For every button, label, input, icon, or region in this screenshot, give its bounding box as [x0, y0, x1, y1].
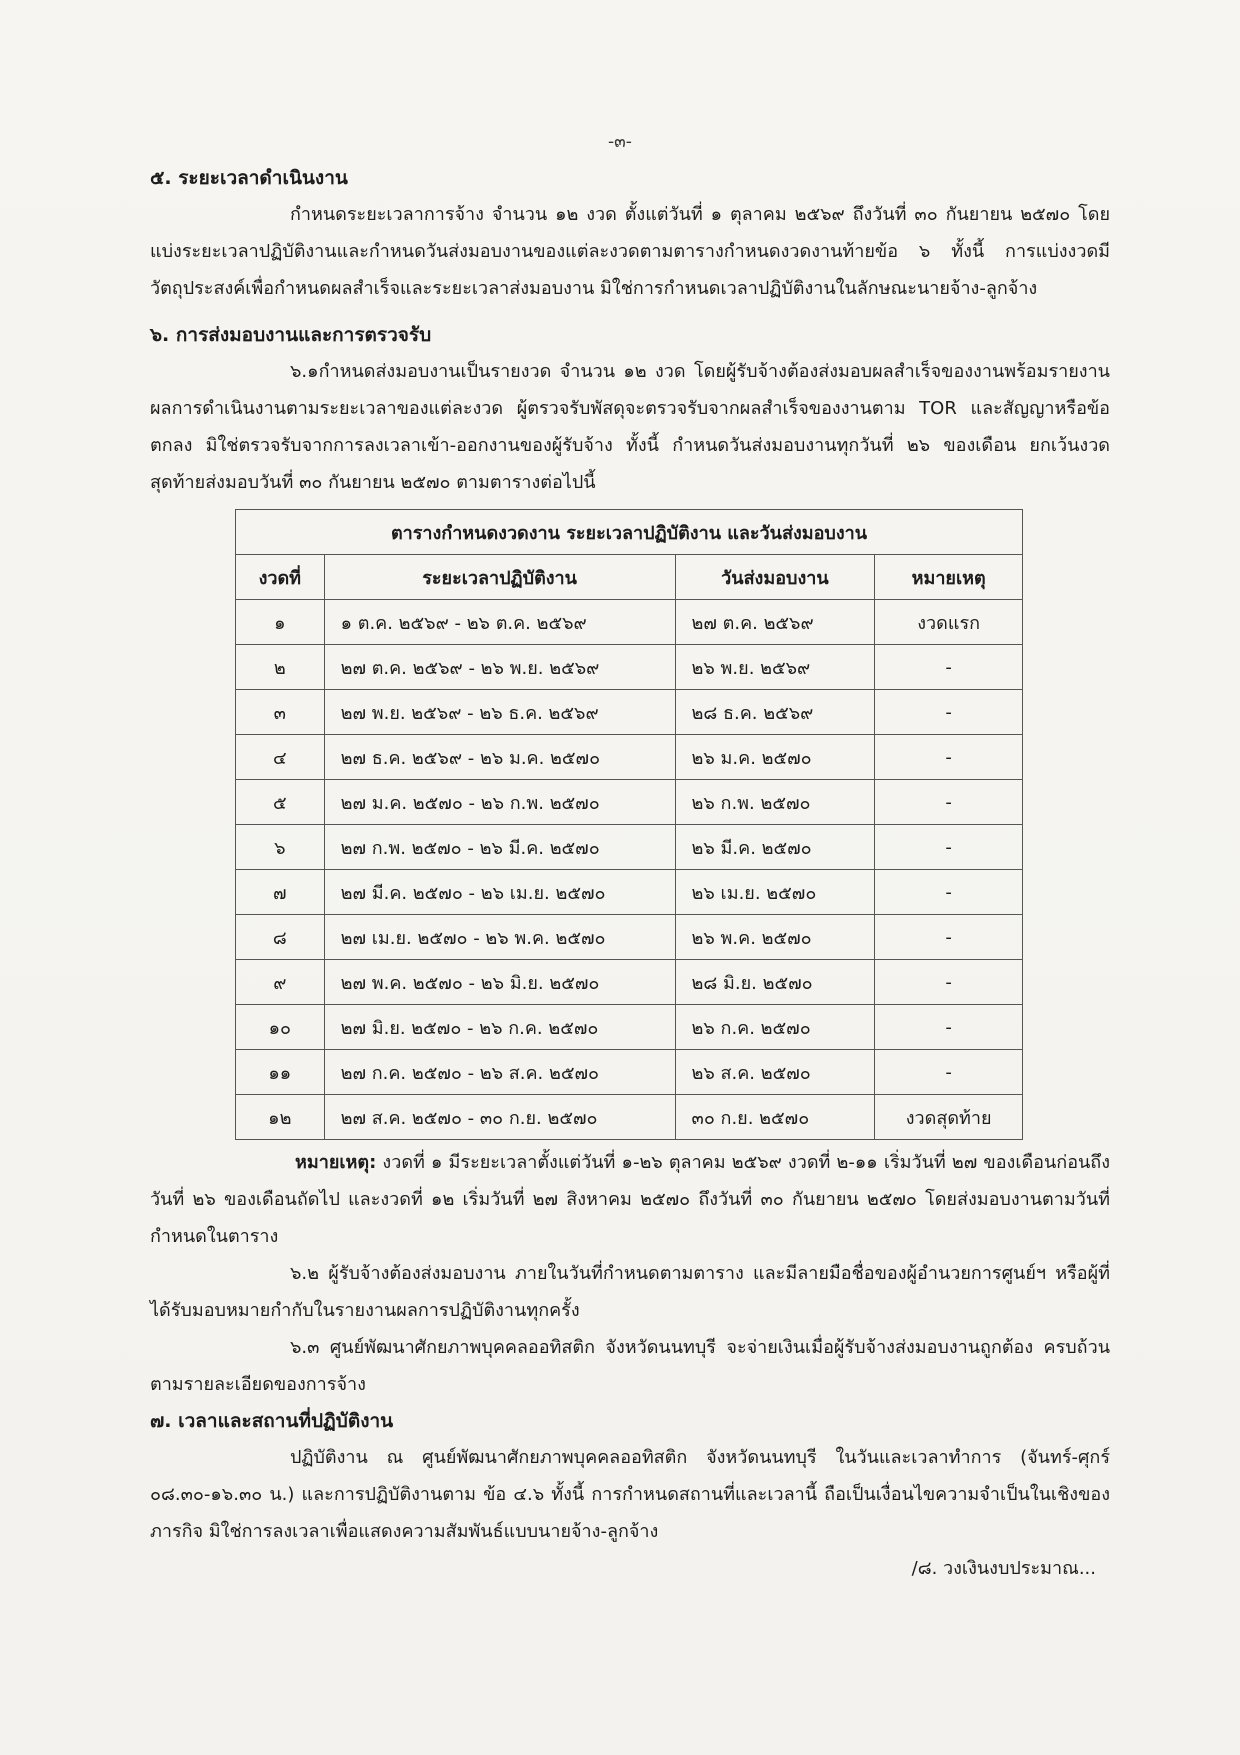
cell-work-period: ๒๗ มิ.ย. ๒๕๗๐ - ๒๖ ก.ค. ๒๕๗๐	[324, 1005, 675, 1050]
cell-delivery-date: ๒๘ ธ.ค. ๒๕๖๙	[675, 690, 875, 735]
cell-work-period: ๒๗ เม.ย. ๒๕๗๐ - ๒๖ พ.ค. ๒๕๗๐	[324, 915, 675, 960]
section6-paragraph-3: ๖.๓ ศูนย์พัฒนาศักยภาพบุคคลออทิสติก จังหวัดนนทบุรี จะจ่ายเงินเมื่อผู้รับจ้างส่งมอบงานถูกต้อง ครบถ้วน ตามรายละเอียดของการจ้าง	[150, 1337, 1110, 1395]
cell-delivery-date: ๒๖ พ.ค. ๒๕๗๐	[675, 915, 875, 960]
page-number: -๓-	[608, 132, 632, 152]
schedule-table-row	[236, 915, 1023, 960]
header-delivery-date: วันส่งมอบงาน	[675, 555, 875, 600]
cell-installment: ๖	[236, 825, 325, 870]
cell-delivery-date: ๒๖ ก.พ. ๒๕๗๐	[675, 780, 875, 825]
cell-work-period: ๒๗ มี.ค. ๒๕๗๐ - ๒๖ เม.ย. ๒๕๗๐	[324, 870, 675, 915]
schedule-table-row	[236, 600, 1023, 645]
cell-delivery-date: ๒๖ ก.ค. ๒๕๗๐	[675, 1005, 875, 1050]
section6-heading: ๖. การส่งมอบงานและการตรวจรับ	[150, 324, 432, 346]
schedule-table-row	[236, 825, 1023, 870]
cell-work-period: ๒๗ ธ.ค. ๒๕๖๙ - ๒๖ ม.ค. ๒๕๗๐	[324, 735, 675, 780]
cell-installment: ๗	[236, 870, 325, 915]
cell-installment: ๑๐	[236, 1005, 325, 1050]
cell-work-period: ๒๗ ก.พ. ๒๕๗๐ - ๒๖ มี.ค. ๒๕๗๐	[324, 825, 675, 870]
cell-remark: งวดแรก	[875, 600, 1023, 645]
cell-installment: ๙	[236, 960, 325, 1005]
cell-remark: -	[875, 1005, 1023, 1050]
schedule-table-row	[236, 1050, 1023, 1095]
cell-work-period: ๒๗ ก.ค. ๒๕๗๐ - ๒๖ ส.ค. ๒๕๗๐	[324, 1050, 675, 1095]
cell-delivery-date: ๒๘ มิ.ย. ๒๕๗๐	[675, 960, 875, 1005]
note-text: งวดที่ ๑ มีระยะเวลาตั้งแต่วันที่ ๑-๒๖ ตุลาคม ๒๕๖๙ งวดที่ ๒-๑๑ เริ่มวันที่ ๒๗ ของเดือนก่อนถึงวันที่ ๒๖ ของเดือนถัดไป และงวดที่ ๑๒ เริ่มวันที่ ๒๗ สิงหาคม ๒๕๗๐ ถึงวันที่ ๓๐ กันยายน ๒๕๗๐ โดยส่งมอบงานตามวันที่กำหนดในตาราง	[150, 1152, 1111, 1247]
section6-paragraph-2: ๖.๒ ผู้รับจ้างต้องส่งมอบงาน ภายในวันที่กำหนดตามตาราง และมีลายมือชื่อของผู้อำนวยการศูนย์ฯ หรือผู้ที่ได้รับมอบหมายกำกับในรายงานผลการปฏิบัติงานทุกครั้ง	[150, 1263, 1110, 1321]
schedule-table-row	[236, 1005, 1023, 1050]
schedule-table-row	[236, 735, 1023, 780]
schedule-table-header-row	[236, 555, 1023, 600]
section5-body: กำหนดระยะเวลาการจ้าง จำนวน ๑๒ งวด ตั้งแต่วันที่ ๑ ตุลาคม ๒๕๖๙ ถึงวันที่ ๓๐ กันยายน ๒๕๗๐ โดยแบ่งระยะเวลาปฏิบัติงานและกำหนดวันส่งมอบงานของแต่ละงวดตามตารางกำหนดงวดงานท้ายข้อ ๖ ทั้งนี้ การแบ่งงวดมีวัตถุประสงค์เพื่อกำหนดผลสำเร็จและระยะเวลาส่งมอบงาน มิใช่การกำหนดเวลาปฏิบัติงานในลักษณะนายจ้าง-ลูกจ้าง	[150, 204, 1110, 299]
section6-note	[150, 1144, 1110, 1255]
header-remark: หมายเหตุ	[875, 555, 1023, 600]
cell-remark: -	[875, 870, 1023, 915]
schedule-table-row	[236, 870, 1023, 915]
cell-installment: ๑๒	[236, 1095, 325, 1140]
section6-paragraph-1: ๖.๑กำหนดส่งมอบงานเป็นรายงวด จำนวน ๑๒ งวด โดยผู้รับจ้างต้องส่งมอบผลสำเร็จของงานพร้อมรายงานผลการดำเนินงานตามระยะเวลาของแต่ละงวด ผู้ตรวจรับพัสดุจะตรวจรับจากผลสำเร็จของงานตาม TOR และสัญญาหรือข้อตกลง มิใช่ตรวจรับจากการลงเวลาเข้า-ออกงานของผู้รับจ้าง ทั้งนี้ กำหนดวันส่งมอบงานทุกวันที่ ๒๖ ของเดือน ยกเว้นงวดสุดท้ายส่งมอบวันที่ ๓๐ กันยายน ๒๕๗๐ ตามตารางต่อไปนี้	[150, 361, 1110, 493]
header-installment: งวดที่	[236, 555, 325, 600]
header-work-period: ระยะเวลาปฏิบัติงาน	[324, 555, 675, 600]
cell-installment: ๓	[236, 690, 325, 735]
schedule-table-body	[236, 600, 1023, 1140]
cell-remark: -	[875, 960, 1023, 1005]
schedule-table-row	[236, 645, 1023, 690]
section5-heading: ๕. ระยะเวลาดำเนินงาน	[150, 167, 348, 189]
section7-heading: ๗. เวลาและสถานที่ปฏิบัติงาน	[150, 1410, 394, 1432]
cell-remark: -	[875, 780, 1023, 825]
cell-remark: -	[875, 690, 1023, 735]
cell-work-period: ๒๗ ม.ค. ๒๕๗๐ - ๒๖ ก.พ. ๒๕๗๐	[324, 780, 675, 825]
schedule-table-row	[236, 690, 1023, 735]
cell-installment: ๒	[236, 645, 325, 690]
cell-remark: -	[875, 645, 1023, 690]
cell-installment: ๑	[236, 600, 325, 645]
cell-installment: ๑๑	[236, 1050, 325, 1095]
cell-work-period: ๒๗ พ.ค. ๒๕๗๐ - ๒๖ มิ.ย. ๒๕๗๐	[324, 960, 675, 1005]
continuation-note: /๘. วงเงินงบประมาณ...	[911, 1558, 1096, 1579]
cell-work-period: ๒๗ ส.ค. ๒๕๗๐ - ๓๐ ก.ย. ๒๕๗๐	[324, 1095, 675, 1140]
cell-installment: ๘	[236, 915, 325, 960]
cell-delivery-date: ๒๖ ส.ค. ๒๕๗๐	[675, 1050, 875, 1095]
section7-body: ปฏิบัติงาน ณ ศูนย์พัฒนาศักยภาพบุคคลออทิสติก จังหวัดนนทบุรี ในวันและเวลาทำการ (จันทร์-ศุกร์ ๐๘.๓๐-๑๖.๓๐ น.) และการปฏิบัติงานตาม ข้อ ๔.๖ ทั้งนี้ การกำหนดสถานที่และเวลานี้ ถือเป็นเงื่อนไขความจำเป็นในเชิงของภารกิจ มิใช่การลงเวลาเพื่อแสดงความสัมพันธ์แบบนายจ้าง-ลูกจ้าง	[150, 1447, 1110, 1542]
note-label: หมายเหตุ:	[295, 1152, 377, 1173]
schedule-table-title: ตารางกำหนดงวดงาน ระยะเวลาปฏิบัติงาน และวันส่งมอบงาน	[236, 510, 1023, 555]
cell-delivery-date: ๒๖ เม.ย. ๒๕๗๐	[675, 870, 875, 915]
document-body	[150, 160, 1110, 1587]
schedule-table-row	[236, 960, 1023, 1005]
cell-remark: -	[875, 915, 1023, 960]
schedule-table-row	[236, 780, 1023, 825]
cell-work-period: ๒๗ ต.ค. ๒๕๖๙ - ๒๖ พ.ย. ๒๕๖๙	[324, 645, 675, 690]
cell-remark: -	[875, 825, 1023, 870]
cell-delivery-date: ๒๖ พ.ย. ๒๕๖๙	[675, 645, 875, 690]
schedule-table	[235, 509, 1023, 1140]
cell-installment: ๔	[236, 735, 325, 780]
cell-delivery-date: ๒๖ มี.ค. ๒๕๗๐	[675, 825, 875, 870]
cell-delivery-date: ๓๐ ก.ย. ๒๕๗๐	[675, 1095, 875, 1140]
cell-work-period: ๒๗ พ.ย. ๒๕๖๙ - ๒๖ ธ.ค. ๒๕๖๙	[324, 690, 675, 735]
cell-work-period: ๑ ต.ค. ๒๕๖๙ - ๒๖ ต.ค. ๒๕๖๙	[324, 600, 675, 645]
cell-installment: ๕	[236, 780, 325, 825]
schedule-table-row	[236, 1095, 1023, 1140]
cell-delivery-date: ๒๗ ต.ค. ๒๕๖๙	[675, 600, 875, 645]
cell-remark: -	[875, 1050, 1023, 1095]
cell-remark: งวดสุดท้าย	[875, 1095, 1023, 1140]
cell-delivery-date: ๒๖ ม.ค. ๒๕๗๐	[675, 735, 875, 780]
cell-remark: -	[875, 735, 1023, 780]
